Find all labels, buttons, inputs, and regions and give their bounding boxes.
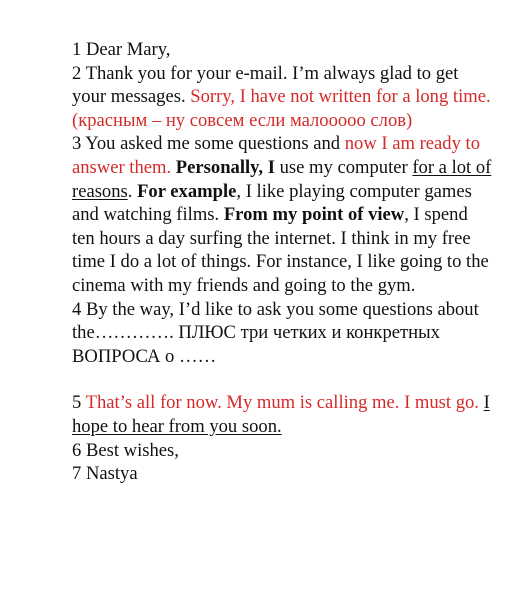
- hope-text: I hope to hear from you soon.: [72, 392, 490, 437]
- must-go-text: That’s all for now. My mum is calling me. I must go.: [85, 392, 479, 414]
- playing-text: , I like playing computer games and watching films.: [72, 180, 472, 226]
- paragraph-3: [72, 132, 492, 297]
- closing-line: 6 Best wishes,: [72, 439, 179, 461]
- use-computer-text: use my computer: [279, 156, 408, 178]
- point-of-view-text: From my point of view: [223, 204, 405, 226]
- apology-text: Sorry, I have not written for a long time.(красным – ну совсем если малооооо слов): [72, 86, 491, 131]
- paragraph-5-number: 5: [72, 392, 82, 414]
- paragraph-spacer: [72, 368, 492, 391]
- paragraph-4: 4 By the way, I’d like to ask you some questions about the…………. ПЛЮС три четких и конкретных ВОПРОСА о ……: [72, 298, 479, 367]
- ready-text: now I am ready to answer them.: [72, 133, 480, 178]
- surfing-text: , I spend ten hours a day surfing the internet. I think in my free time I do a lot of things. For instance, I like going to the cinema with my friends and going to the gym.: [72, 204, 489, 296]
- reasons-text: for a lot of reasons: [72, 156, 492, 202]
- personally-text: Personally, I: [175, 156, 275, 178]
- for-example-text: For example: [137, 180, 237, 202]
- thanks-text: 2 Thank you for your e-mail. I’m always glad to get your messages.: [72, 62, 459, 108]
- paragraph-5: [72, 391, 492, 438]
- signature-line: 7 Nastya: [72, 463, 138, 485]
- greeting-line: 1 Dear Mary,: [72, 39, 171, 60]
- period-text: .: [127, 180, 133, 202]
- questions-text: 3 You asked me some questions and: [72, 133, 341, 155]
- letter: [72, 38, 492, 486]
- paragraph-2: [72, 62, 492, 133]
